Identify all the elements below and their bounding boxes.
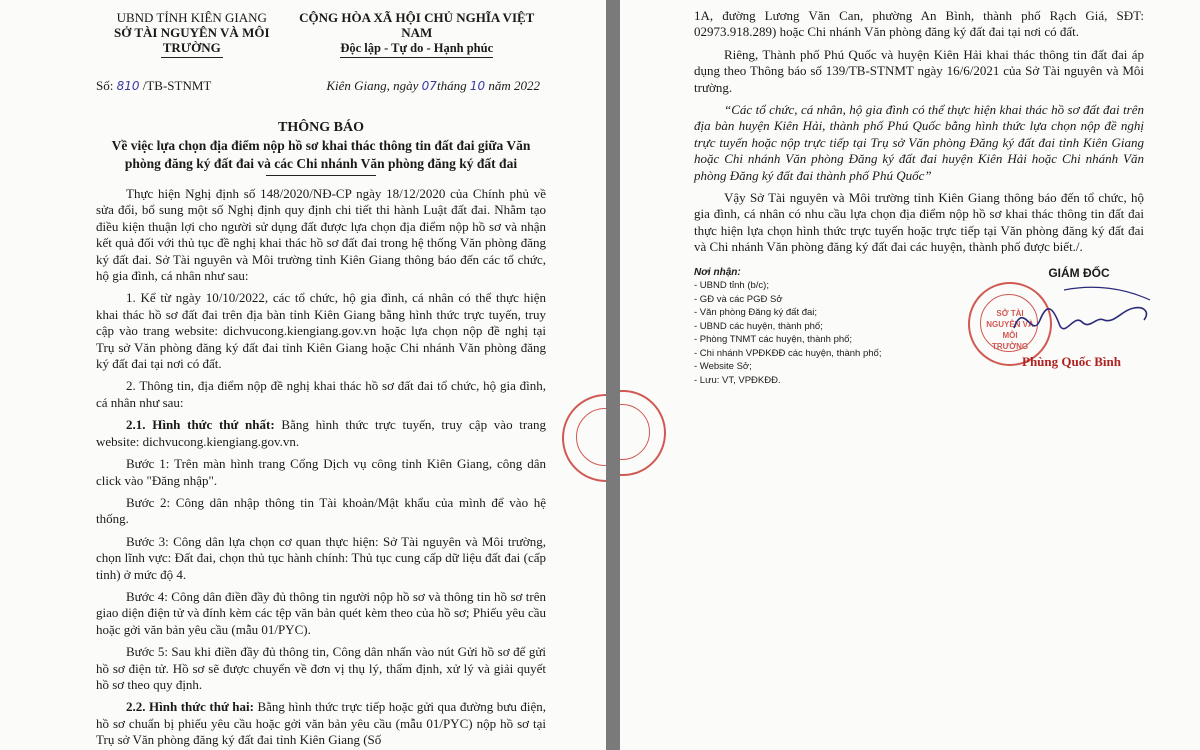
nation-name: CỘNG HÒA XÃ HỘI CHỦ NGHĨA VIỆT NAM <box>299 10 535 40</box>
signer-name: Phùng Quốc Bình <box>1022 353 1121 369</box>
item-2-paragraph: 2. Thông tin, địa điểm nộp đề nghị khai thác hồ sơ đất đai tổ chức, hộ gia đình, cá nhân như sau: <box>96 378 546 410</box>
national-heading <box>287 10 546 58</box>
address-continuation: 1A, đường Lương Văn Can, phường An Bình, thành phố Rạch Giá, SĐT: 02973.918.289) hoặc Chi nhánh Văn phòng đăng ký đất đai tại nơi có đất. <box>694 8 1144 40</box>
signature-block <box>974 266 1144 386</box>
recipient-item: - Lưu: VT, VPĐKĐĐ. <box>694 374 781 386</box>
issuing-agency <box>96 10 287 58</box>
recipients-list <box>694 266 924 388</box>
recipients-heading: Nơi nhận: <box>694 266 741 278</box>
national-motto: Độc lập - Tự do - Hạnh phúc <box>340 41 493 58</box>
footer-section <box>694 266 1144 388</box>
agency-parent: UBND TỈNH KIÊN GIANG <box>116 10 267 25</box>
document-header <box>96 10 546 58</box>
form-1-text: Bằng hình thức trực tuyến, truy cập vào trang website: dichvucong.kiengiang.gov.vn. <box>96 417 546 449</box>
intro-paragraph: Thực hiện Nghị định số 148/2020/NĐ-CP ngày 18/12/2020 của Chính phủ về sửa đổi, bổ sung một số Nghị định quy định chi tiết thi hành Luật đất đai. Nhằm tạo điều kiện thuận lợi cho người sử dụng đất được lựa chọn địa điểm nộp hồ sơ và nhận kết quả đối với thủ tục đề nghị khai thác hồ sơ đất đai trong hệ thống Văn phòng đăng ký đất đai. Sở Tài nguyên và Môi trường tỉnh Kiên Giang thông báo đến các tổ chức, hộ gia đình, cá nhân như sau: <box>96 186 546 284</box>
document-subject-line-2: phòng đăng ký đất đai và các Chi nhánh Văn phòng đăng ký đất đai <box>124 156 518 171</box>
recipient-item: - GĐ và các PGĐ Sở <box>694 293 783 305</box>
quoted-notice: “Các tổ chức, cá nhân, hộ gia đình có thể thực hiện khai thác hồ sơ đất đai trên địa bàn huyện Kiên Hải, thành phố Phú Quốc bằng hình thức lựa chọn nộp đề nghị trực tuyến hoặc nộp trực tiếp tại Trụ sở Văn phòng Đăng ký đất đai tỉnh Kiên Giang hoặc Chi nhánh Văn phòng Đăng ký đất đai huyện Kiên Hải hoặc Chi nhánh Văn phòng Đăng ký đất đai thành phố Phú Quốc” <box>694 102 1144 183</box>
seal-stamp-partial-left <box>562 394 606 482</box>
step-2-paragraph: Bước 2: Công dân nhập thông tin Tài khoản/Mật khẩu của mình để vào hệ thống. <box>96 494 546 527</box>
subject-underline <box>266 175 376 176</box>
document-subject-line-1: Về việc lựa chọn địa điểm nộp hồ sơ khai thác thông tin đất đai giữa Văn <box>111 138 531 153</box>
handwritten-signature <box>1004 280 1154 350</box>
document-type-title: THÔNG BÁO <box>278 120 364 135</box>
special-case-paragraph: Riêng, Thành phố Phú Quốc và huyện Kiên Hải khai thác thông tin đất đai áp dụng theo Thông báo số 139/TB-STNMT ngày 16/6/2021 của Sở Tài nguyên và Môi trường. <box>694 46 1144 95</box>
doc-number-prefix: Số: <box>96 78 117 93</box>
document-number <box>96 78 211 94</box>
doc-number-handwritten: 810 <box>116 79 140 93</box>
recipient-item: - Văn phòng Đăng ký đất đai; <box>694 307 818 319</box>
form-2-paragraph <box>96 699 546 748</box>
form-1-label: 2.1. Hình thức thứ nhất: <box>126 417 275 433</box>
recipient-item: - Phòng TNMT các huyện, thành phố; <box>694 334 853 346</box>
recipient-item: - UBND các huyện, thành phố; <box>694 320 823 332</box>
recipient-item: - UBND tỉnh (b/c); <box>694 280 769 292</box>
document-page-2 <box>620 0 1200 750</box>
agency-name: SỞ TÀI NGUYÊN VÀ MÔI TRƯỜNG <box>113 25 270 55</box>
date-mid: tháng <box>436 78 470 93</box>
document-date <box>326 78 546 94</box>
form-1-paragraph <box>96 417 546 450</box>
seal-stamp-partial-right <box>620 390 666 476</box>
step-5-paragraph: Bước 5: Sau khi điền đầy đủ thông tin, Công dân nhấn vào nút Gửi hồ sơ để gửi hồ sơ điện tử. Hồ sơ sẽ được chuyển về đơn vị thụ lý, thẩm định, xử lý và giải quyết hồ sơ theo quy định. <box>96 644 546 692</box>
stamp-text: SỞ TÀI NGUYÊN VÀ MÔI TRƯỜNG <box>986 308 1034 351</box>
step-4-paragraph: Bước 4: Công dân điền đầy đủ thông tin người nộp hồ sơ và thông tin hồ sơ trên giao diện điện tử và đính kèm các tệp văn bản quét kèm theo của hồ sơ; Phiếu yêu cầu hoặc gởi văn bản yêu cầu (mẫu 01/PYC). <box>96 588 546 637</box>
date-month-handwritten: 10 <box>469 79 486 93</box>
recipient-item: - Chi nhánh VPĐKĐĐ các huyện, thành phố; <box>694 347 882 359</box>
step-1-paragraph: Bước 1: Trên màn hình trang Cổng Dịch vụ công tỉnh Kiên Giang, công dân click vào "Đăng nhập". <box>96 456 546 488</box>
date-prefix: Kiên Giang, ngày <box>326 78 422 93</box>
form-2-label: 2.2. Hình thức thứ hai: <box>126 699 254 715</box>
document-meta <box>96 78 546 94</box>
form-2-text: Bằng hình thức trực tiếp hoặc gửi qua đường bưu điện, hồ sơ chuẩn bị phiếu yêu cầu hoặc gởi văn bản yêu cầu (mẫu 01/PYC) nộp hồ sơ tại Trụ sở Văn phòng đăng ký đất đai tỉnh Kiên Giang (Số <box>96 699 546 748</box>
agency-underline <box>161 57 223 58</box>
step-3-paragraph: Bước 3: Công dân lựa chọn cơ quan thực hiện: Sở Tài nguyên và Môi trường, chọn lĩnh vực: Đất đai, chọn thủ tục hành chính: Thủ tục cung cấp dữ liệu đất đai (cấp tỉnh) ở mức độ 4. <box>96 533 546 582</box>
signer-role: GIÁM ĐỐC <box>1048 265 1110 280</box>
item-1-paragraph: 1. Kể từ ngày 10/10/2022, các tổ chức, hộ gia đình, cá nhân có thể thực hiện khai thác hồ sơ đất đai trên địa bàn tỉnh Kiên Giang bằng hình thức trực tuyến, truy cập vào trang website: dichvucong.kiengiang.gov.vn hoặc lựa chọn nộp đề nghị tại Trụ sở Văn phòng đăng ký đất đai tỉnh Kiên Giang hoặc Chi nhánh Văn phòng đăng ký đất đai tại nơi có đất. <box>96 290 546 372</box>
date-day-handwritten: 07 <box>421 79 437 93</box>
doc-number-suffix: /TB-STNMT <box>139 78 212 93</box>
recipient-item: - Website Sở; <box>694 361 752 373</box>
closing-paragraph: Vậy Sở Tài nguyên và Môi trường tỉnh Kiên Giang thông báo đến tổ chức, hộ gia đình, cá nhân có nhu cầu lựa chọn địa điểm nộp hồ sơ khai thác thông tin đất đai thực hiện lựa chọn hình thức trực tuyến hoặc trực tiếp tại Văn phòng đăng ký đất đai và Chi nhánh Văn phòng đăng ký đất đai các huyện, thành phố được biết./. <box>694 190 1144 255</box>
date-suffix: năm 2022 <box>485 78 540 93</box>
